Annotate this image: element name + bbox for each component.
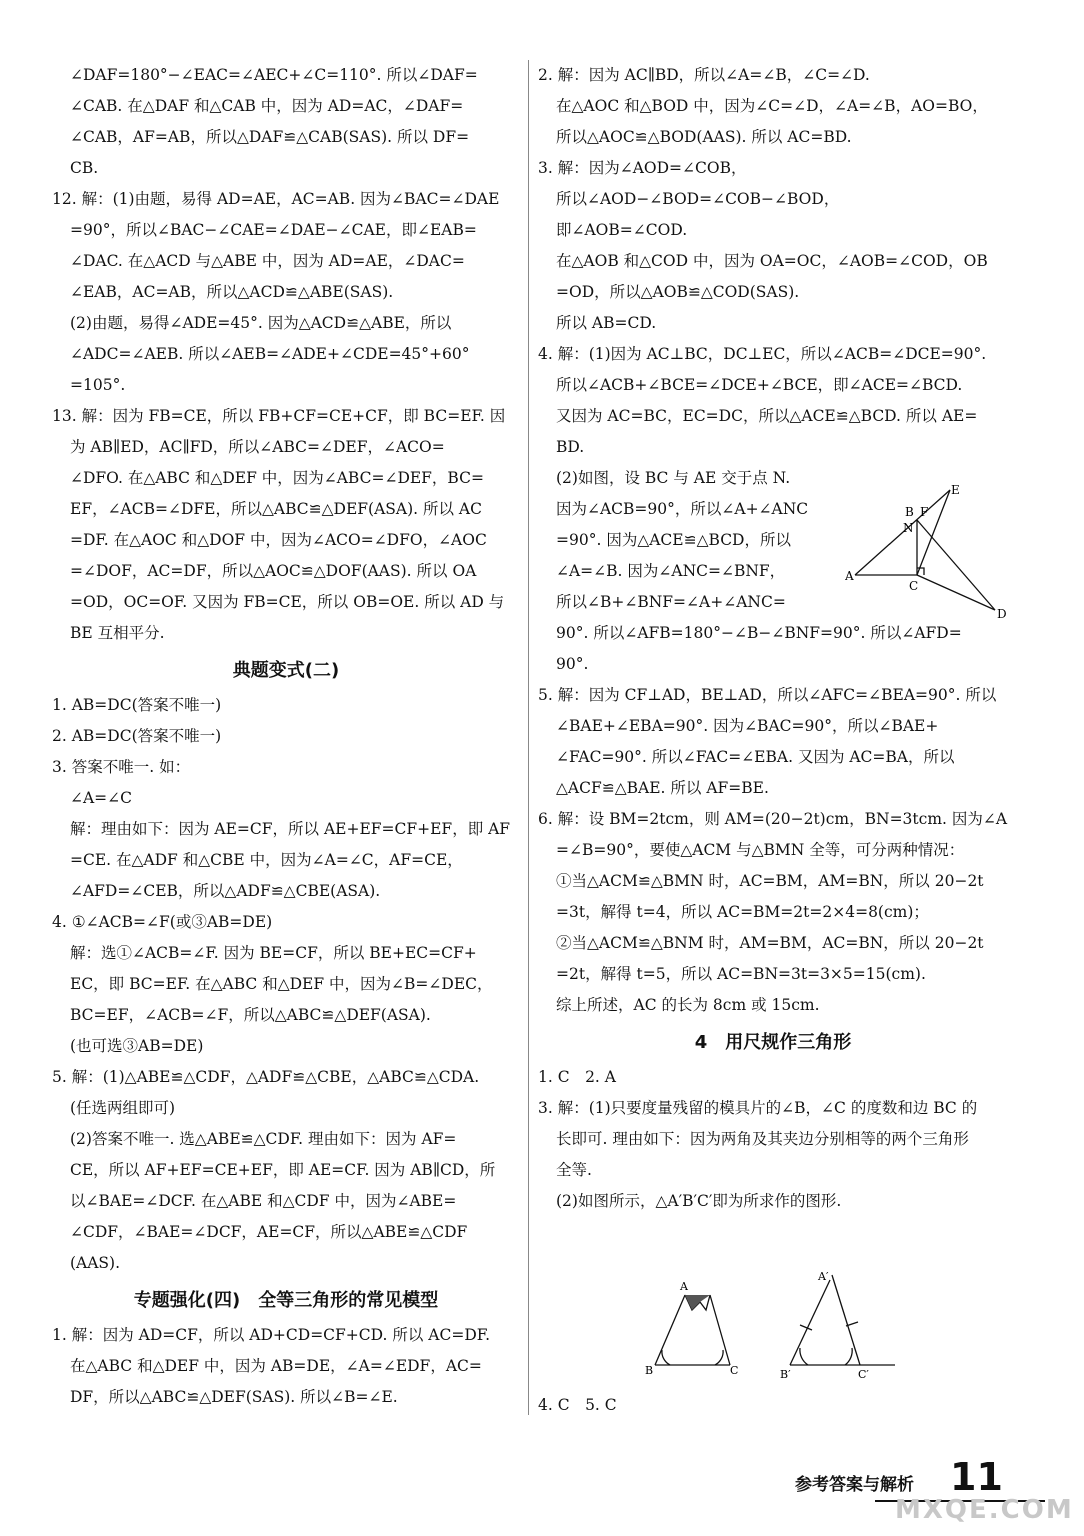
text-line: ∠ADC=∠AEB. 所以∠AEB=∠ADE+∠CDE=45°+60° [70,345,470,363]
ruler-compass-figure [640,1270,920,1390]
text-line: 在△AOC 和△BOD 中，因为∠C=∠D，∠A=∠B，AO=BO， [556,97,988,115]
watermark: MXQE.COM [895,1495,1074,1525]
text-line: ∠CDF，∠BAE=∠DCF，AE=CF，所以△ABE≌△CDF [70,1223,468,1241]
text-line: 4. ①∠ACB=∠F(或③AB=DE) [52,913,273,931]
text-line: 1. C 2. A [538,1068,616,1086]
text-line: ∠AFD=∠CEB，所以△ADF≌△CBE(ASA). [70,882,381,900]
text-line: =DF. 在△AOC 和△DOF 中，因为∠ACO=∠DFO，∠AOC [70,531,487,549]
text-line: △ACF≌△BAE. 所以 AF=BE. [556,779,769,797]
text-line: ∠CAB，AF=AB，所以△DAF≌△CAB(SAS). 所以 DF= [70,128,470,146]
text-line: ∠A=∠B. 因为∠ANC=∠BNF， [556,562,786,580]
text-line: 3. 解：(1)只要度量残留的模具片的∠B，∠C 的度数和边 BC 的 [538,1099,978,1117]
text-line: ∠DAC. 在△ACD 与△ABE 中，因为 AD=AE，∠DAC= [70,252,465,270]
text-line: 所以△AOC≌△BOD(AAS). 所以 AC=BD. [556,128,852,146]
text-line: ∠CAB. 在△DAF 和△CAB 中，因为 AD=AC，∠DAF= [70,97,464,115]
text-line: (2)如图，设 BC 与 AE 交于点 N. [556,469,791,487]
text-line: ①当△ACM≌△BMN 时，AC=BM，AM=BN，所以 20−2t [556,872,984,890]
text-line: BC=EF，∠ACB=∠F，所以△ABC≌△DEF(ASA). [70,1006,431,1024]
text-line: ∠DAF=180°−∠EAC=∠AEC+∠C=110°. 所以∠DAF= [70,66,478,84]
text-line: 因为∠ACB=90°，所以∠A+∠ANC [556,500,809,518]
label-N: N [903,521,914,535]
text-line: 在△ABC 和△DEF 中，因为 AB=DE，∠A=∠EDF，AC= [70,1357,482,1375]
triangle-figure-q4 [845,480,1015,625]
text-line: 5. 解：因为 CF⊥AD，BE⊥AD，所以∠AFC=∠BEA=90°. 所以 [538,686,997,704]
text-line: 4. 解：(1)因为 AC⊥BC，DC⊥EC，所以∠ACB=∠DCE=90°. [538,345,987,363]
text-line: CB. [70,159,99,177]
text-line: 即∠AOB=∠COD. [556,221,688,239]
text-line: 所以∠ACB+∠BCE=∠DCE+∠BCE，即∠ACE=∠BCD. [556,376,963,394]
text-line: CE，所以 AF+EF=CE+EF，即 AE=CF. 因为 AB∥CD，所 [70,1161,496,1179]
label-A: A [680,1280,688,1293]
page-number: 11 [950,1455,1003,1499]
text-line: 90°. 所以∠AFB=180°−∠B−∠BNF=90°. 所以∠AFD= [556,624,962,642]
text-line: =OD，所以△AOB≌△COD(SAS). [556,283,800,301]
left-column [52,60,520,1413]
text-line: =OD，OC=OF. 又因为 FB=CE，所以 OB=OE. 所以 AD 与 [70,593,505,611]
label-D: D [997,607,1007,621]
text-line: 长即可. 理由如下：因为两角及其夹边分别相等的两个三角形 [556,1130,969,1148]
text-line: 以∠BAE=∠DCF. 在△ABE 和△CDF 中，因为∠ABE= [70,1192,457,1210]
text-line: =∠DOF，AC=DF，所以△AOC≌△DOF(AAS). 所以 OA [70,562,477,580]
text-line: 1. AB=DC(答案不唯一) [52,696,222,714]
text-line: EF，∠ACB=∠DFE，所以△ABC≌△DEF(ASA). 所以 AC [70,500,482,518]
text-line: =∠B=90°，要使△ACM 与△BMN 全等，可分两种情况： [556,841,965,859]
text-line: 6. 解：设 BM=2tcm，则 AM=(20−2t)cm，BN=3tcm. 因为∠A [538,810,1008,828]
text-line: ∠FAC=90°. 所以∠FAC=∠EBA. 又因为 AC=BA，所以 [556,748,955,766]
section-heading: 典题变式(二) [232,660,340,681]
text-line: 2. AB=DC(答案不唯一) [52,727,222,745]
text-line: 3. 解：因为∠AOD=∠COB， [538,159,747,177]
text-line: 全等. [556,1161,592,1179]
label-A: A [845,569,854,583]
text-line: ∠BAE+∠EBA=90°. 因为∠BAC=90°，所以∠BAE+ [556,717,939,735]
text-line: (2)答案不唯一. 选△ABE≌△CDF. 理由如下：因为 AF= [70,1130,457,1148]
text-line: =90°，所以∠BAC−∠CAE=∠DAE−∠CAE，即∠EAB= [70,221,477,239]
right-column [538,60,1008,1217]
text-line: ②当△ACM≌△BNM 时，AM=BM，AC=BN，所以 20−2t [556,934,984,952]
footer-title: 参考答案与解析 [795,1475,914,1495]
text-line: ∠EAB，AC=AB，所以△ACD≌△ABE(SAS). [70,283,394,301]
label-A-prime: A′ [818,1270,829,1283]
text-line: BE 互相平分. [70,624,165,642]
text-line: (2)如图所示，△A′B′C′即为所求作的图形. [556,1192,842,1210]
text-line: =CE. 在△ADF 和△CBE 中，因为∠A=∠C，AF=CE， [70,851,463,869]
label-C-prime: C′ [858,1368,869,1381]
text-line: 解：理由如下：因为 AE=CF，所以 AE+EF=CF+EF，即 AF [70,820,511,838]
text-line: (AAS). [70,1254,121,1272]
text-line: 13. 解：因为 FB=CE，所以 FB+CF=CE+CF，即 BC=EF. 因 [52,407,506,425]
text-line: 2. 解：因为 AC∥BD，所以∠A=∠B，∠C=∠D. [538,66,870,84]
text-line: =2t，解得 t=5，所以 AC=BN=3t=3×5=15(cm). [556,965,926,983]
section-heading: 专题强化(四) 全等三角形的常见模型 [133,1290,439,1311]
text-line: 又因为 AC=BC，EC=DC，所以△ACE≌△BCD. 所以 AE= [556,407,978,425]
text-line: 12. 解：(1)由题，易得 AD=AE，AC=AB. 因为∠BAC=∠DAE [52,190,500,208]
text-line: 所以∠AOD−∠BOD=∠COB−∠BOD， [556,190,840,208]
text-line: (也可选③AB=DE) [70,1037,204,1055]
text-line: EC，即 BC=EF. 在△ABC 和△DEF 中，因为∠B=∠DEC， [70,975,493,993]
label-B: B [905,505,914,519]
text-line: 为 AB∥ED，AC∥FD，所以∠ABC=∠DEF，∠ACO= [70,438,445,456]
right-tail-answers: 4. C 5. C [538,1396,617,1414]
label-F: F [920,505,929,519]
text-line: 90°. [556,655,589,673]
text-line: =3t，解得 t=4，所以 AC=BM=2t=2×4=8(cm)； [556,903,929,921]
text-line: (任选两组即可) [70,1099,176,1117]
text-line: 综上所述，AC 的长为 8cm 或 15cm. [556,996,820,1014]
text-line: BD. [556,438,585,456]
text-line: 所以∠B+∠BNF=∠A+∠ANC= [556,593,786,611]
column-divider [528,60,529,1415]
text-line: ∠DFO. 在△ABC 和△DEF 中，因为∠ABC=∠DEF，BC= [70,469,484,487]
text-line: ∠A=∠C [70,789,133,807]
label-C: C [730,1364,739,1377]
text-line: 5. 解：(1)△ABE≌△CDF，△ADF≌△CBE，△ABC≌△CDA. [52,1068,480,1086]
section-heading: 4 用尺规作三角形 [694,1032,852,1053]
label-C: C [909,579,919,593]
text-line: 在△AOB 和△COD 中，因为 OA=OC，∠AOB=∠COD，OB [556,252,988,270]
text-line: DF，所以△ABC≌△DEF(SAS). 所以∠B=∠E. [70,1388,398,1406]
text-line: (2)由题，易得∠ADE=45°. 因为△ACD≌△ABE，所以 [70,314,452,332]
text-line: =90°. 因为△ACE≌△BCD，所以 [556,531,791,549]
text-line: 解：选①∠ACB=∠F. 因为 BE=CF，所以 BE+EC=CF+ [70,944,477,962]
text-line: =105°. [70,376,126,394]
text-line: 所以 AB=CD. [556,314,657,332]
text-line: 3. 答案不唯一. 如： [52,758,191,776]
text-line: 1. 解：因为 AD=CF，所以 AD+CD=CF+CD. 所以 AC=DF. [52,1326,491,1344]
label-E: E [951,483,960,497]
label-B: B [645,1364,654,1377]
label-B-prime: B′ [780,1368,791,1381]
